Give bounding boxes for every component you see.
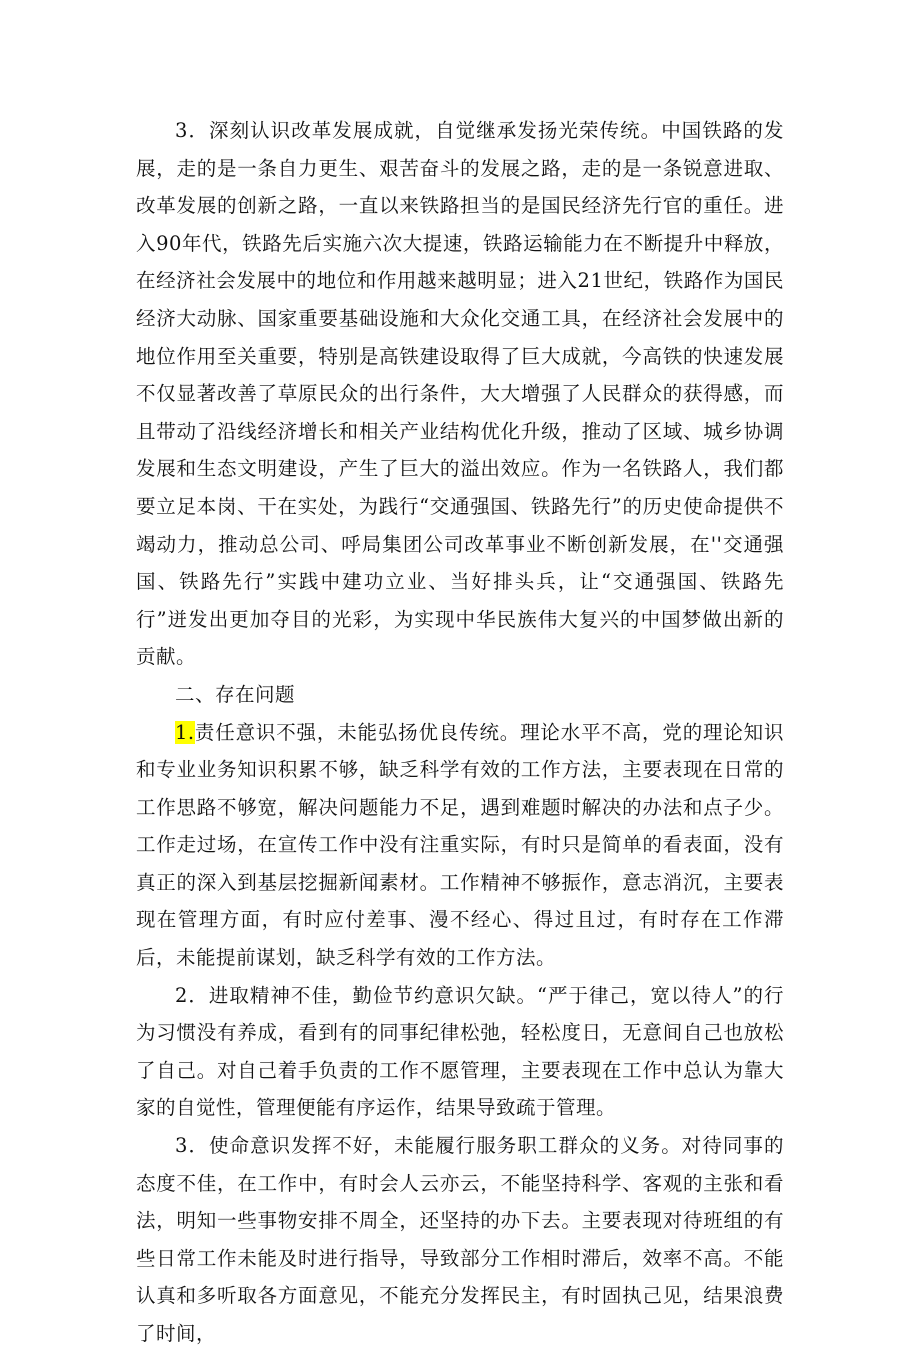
paragraph-issue-2: 2．进取精神不佳，勤俭节约意识欠缺。“严于律己，宽以待人”的行为习惯没有养成，看到有的同事纪律松弛，轻松度日，无意间自己也放松了自己。对自己着手负责的工作不愿管理，主要表现在工作中总认为靠大家的自觉性，管理便能有序运作，结果导致疏于管理。 <box>136 983 784 1120</box>
document-body <box>136 112 784 1353</box>
issue-1-text: 责任意识不强，未能弘扬优良传统。理论水平不高，党的理论知识和专业业务知识积累不够，缺乏科学有效的工作方法，主要表现在日常的工作思路不够宽，解决问题能力不足，遇到难题时解决的办法和点子少。工作走过场，在宣传工作中没有注重实际，有时只是简单的看表面，没有真正的深入到基层挖掘新闻素材。工作精神不够振作，意志消沉，主要表现在管理方面，有时应付差事、漫不经心、得过且过，有时存在工作滞后，未能提前谋划，缺乏科学有效的工作方法。 <box>136 720 784 970</box>
paragraph-issue-1 <box>136 714 784 977</box>
section-heading-problems: 二、存在问题 <box>175 682 296 706</box>
paragraph-issue-3: 3．使命意识发挥不好，未能履行服务职工群众的义务。对待同事的态度不佳，在工作中，有时会人云亦云，不能坚持科学、客观的主张和看法，明知一些事物安排不周全，还坚持的办下去。主要表现对待班组的有些日常工作未能及时进行指导，导致部分工作相时滞后，效率不高。不能认真和多听取各方面意见，不能充分发挥民主，有时固执己见，结果浪费了时间， <box>136 1134 784 1345</box>
paragraph-railway-achievements: 3．深刻认识改革发展成就，自觉继承发扬光荣传统。中国铁路的发展，走的是一条自力更生、艰苦奋斗的发展之路，走的是一条锐意进取、改革发展的创新之路，一直以来铁路担当的是国民经济先行官的重任。进入90年代，铁路先后实施六次大提速，铁路运输能力在不断提升中释放，在经济社会发展中的地位和作用越来越明显；进入21世纪，铁路作为国民经济大动脉、国家重要基础设施和大众化交通工具，在经济社会发展中的地位作用至关重要，特别是高铁建设取得了巨大成就，今高铁的快速发展不仅显著改善了草原民众的出行条件，大大增强了人民群众的获得感，而且带动了沿线经济增长和相关产业结构优化升级，推动了区域、城乡协调发展和生态文明建设，产生了巨大的溢出效应。作为一名铁路人，我们都要立足本岗、干在实处，为践行“交通强国、铁路先行”的历史使命提供不竭动力，推动总公司、呼局集团公司改革事业不断创新发展，在''交通强国、铁路先行”实践中建功立业、当好排头兵，让“交通强国、铁路先行”迸发出更加夺目的光彩，为实现中华民族伟大复兴的中国梦做出新的贡献。 <box>136 119 784 669</box>
highlighted-number: 1. <box>175 720 195 744</box>
